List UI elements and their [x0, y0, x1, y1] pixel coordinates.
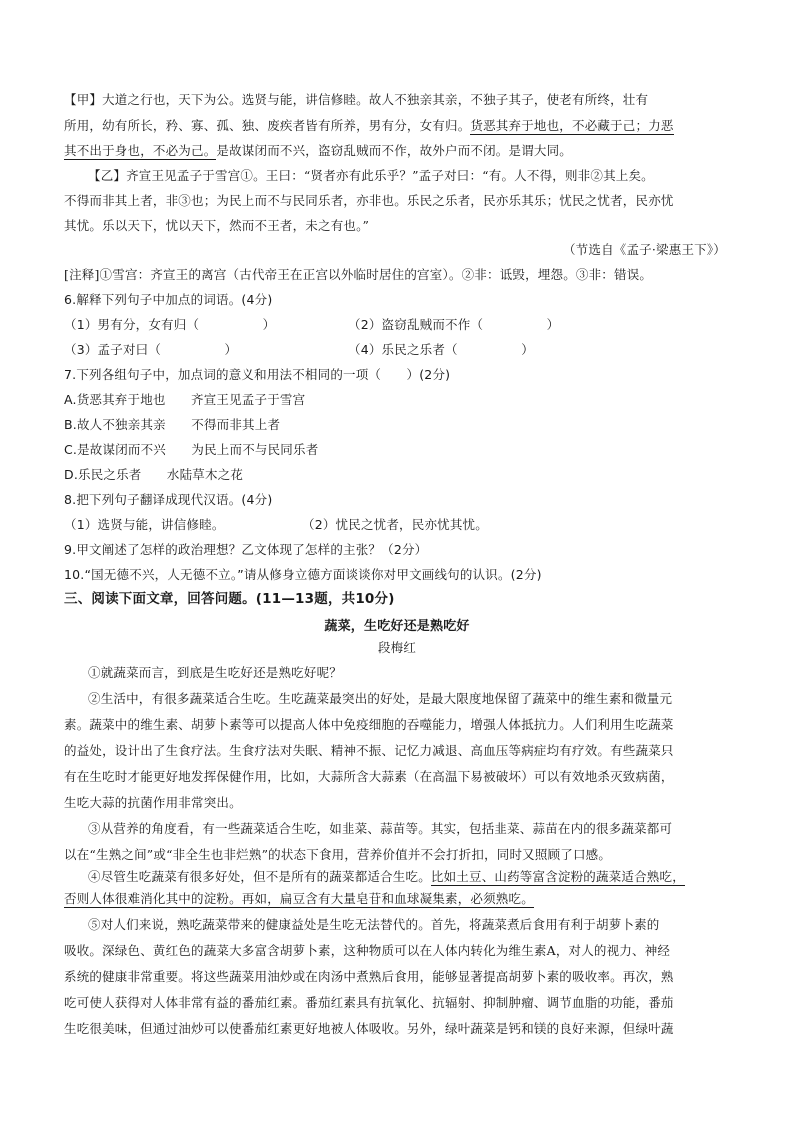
q7-option-b: B.故人不独亲其亲 不得而非其上者 [64, 417, 281, 432]
passage-yi-line-1: 【乙】齐宣王见孟子于雪宫①。王曰：“贤者亦有此乐乎？”孟子对曰：“有。人不得，则非②其上矣。 [88, 168, 654, 183]
q6-item-2: （2）盗窃乱贼而不作（ ） [348, 317, 560, 332]
q8-item-2: （2）忧民之忧者，民亦忧其忧。 [302, 517, 488, 532]
q8-item-1: （1）选贤与能，讲信修睦。 [64, 517, 225, 532]
q6-item-4: （4）乐民之乐者（ ） [348, 342, 534, 357]
passage-yi-line-2: 不得而非其上者，非③也；为民上而不与民同乐者，亦非也。乐民之乐者，民亦乐其乐；忧民之忧者，民亦忧 [64, 193, 674, 208]
question-10: 10.“国无德不兴，人无德不立。”请从修身立德方面谈谈你对甲文画线句的认识。(2分) [64, 567, 542, 582]
question-6: 6.解释下列句子中加点的词语。(4分) [64, 292, 273, 307]
question-9: 9.甲文阐述了怎样的政治理想？乙文体现了怎样的主张？（2分） [64, 542, 428, 557]
article-para-5-line-4: 吃可使人获得对人体非常有益的番茄红素。番茄红素具有抗氧化、抗辐射、抑制肿瘤、调节血脂的功能，番茄 [64, 995, 674, 1010]
article-para-2-line-1: ②生活中，有很多蔬菜适合生吃。生吃蔬菜最突出的好处，是最大限度地保留了蔬菜中的维生素和微量元 [88, 691, 673, 706]
q7-option-d: D.乐民之乐者 水陆草木之花 [64, 467, 244, 482]
passage-jia-line-2 [64, 120, 674, 133]
article-para-2-line-3: 的益处，设计出了生食疗法。生食疗法对失眠、精神不振、记忆力减退、高血压等病症均有疗效。有些蔬菜只 [64, 743, 674, 758]
question-7: 7.下列各组句子中，加点词的意义和用法不相同的一项（ ）(2分) [64, 367, 451, 382]
article-para-4-line-2 [64, 893, 534, 906]
underlined-sentence-cont: 其不出于身也，不必为己。 [64, 143, 217, 158]
passage-yi-line-3: 其忧。乐以天下，忧以天下，然而不王者，未之有也。” [64, 218, 370, 233]
article-para-3-line-1: ③从营养的角度看，有一些蔬菜适合生吃，如韭菜、蒜苗等。其实，包括韭菜、蒜苗在内的很多蔬菜都可 [88, 821, 673, 836]
q7-option-c: C.是故谋闭而不兴 为民上而不与民同乐者 [64, 442, 319, 457]
underlined-example: 比如土豆、山药等富含淀粉的蔬菜适合熟吃， [430, 869, 685, 884]
passage-jia-text: 所用，幼有所长，矜、寡、孤、独、废疾者皆有所养，男有分，女有归。 [64, 118, 471, 133]
article-para-5-line-2: 吸收。深绿色、黄红色的蔬菜大多富含胡萝卜素，这种物质可以在人体内转化为维生素A，对人的视力、神经 [64, 943, 671, 958]
underlined-example-cont: 否则人体很难消化其中的淀粉。再如，扁豆含有大量皂苷和血球凝集素，必须熟吃。 [64, 891, 534, 906]
article-para-2-line-4: 有在生吃时才能更好地发挥保健作用，比如，大蒜所含大蒜素（在高温下易被破坏）可以有效地杀灭致病菌， [64, 769, 674, 784]
q6-item-3: （3）孟子对曰（ ） [64, 342, 238, 357]
passage-jia-line-3 [64, 145, 572, 158]
passage-jia-text-end: 是故谋闭而不兴，盗窃乱贼而不作，故外户而不闭。是谓大同。 [216, 143, 573, 158]
article-para-1: ①就蔬菜而言，到底是生吃好还是熟吃好呢？ [88, 665, 343, 680]
article-author: 段梅红 [377, 640, 417, 655]
q6-item-1: （1）男有分，女有归（ ） [64, 317, 276, 332]
article-para-3-line-2: 以在“生熟之间”或“非全生也非烂熟”的状态下食用，营养价值并不会打折扣，同时又照顾了口感。 [64, 847, 612, 862]
article-para-4-line-1 [88, 871, 685, 884]
passage-jia-line-1: 【甲】大道之行也，天下为公。选贤与能，讲信修睦。故人不独亲其亲，不独子其子，使老有所终，壮有 [64, 92, 649, 107]
underlined-sentence: 货恶其弃于地也，不必藏于己；力恶 [470, 118, 674, 133]
article-para-2-line-2: 素。蔬菜中的维生素、胡萝卜素等可以提高人体中免疫细胞的吞噬能力，增强人体抵抗力。人们利用生吃蔬菜 [64, 717, 674, 732]
article-title: 蔬菜，生吃好还是熟吃好 [324, 619, 470, 634]
annotation: [注释]①雪宫：齐宣王的离宫（古代帝王在正宫以外临时居住的宫室）。②非：诋毁，埋怨。③非：错误。 [64, 267, 653, 282]
article-para-2-line-5: 生吃大蒜的抗菌作用非常突出。 [64, 795, 242, 810]
source-note: （节选自《孟子·梁惠王下》） [562, 242, 726, 257]
question-8: 8.把下列句子翻译成现代汉语。(4分) [64, 492, 273, 507]
q7-option-a: A.货恶其弃于地也 齐宣王见孟子于雪宫 [64, 392, 306, 407]
article-para-5-line-5: 生吃很美味，但通过油炒可以使番茄红素更好地被人体吸收。另外，绿叶蔬菜是钙和镁的良好来源，但绿叶蔬 [64, 1021, 674, 1036]
article-para-5-line-3: 系统的健康非常重要。将这些蔬菜用油炒或在肉汤中煮熟后食用，能够显著提高胡萝卜素的吸收率。再次，熟 [64, 969, 674, 984]
article-para-4-text: ④尽管生吃蔬菜有很多好处，但不是所有的蔬菜都适合生吃。 [88, 869, 431, 884]
article-para-5-line-1: ⑤对人们来说，熟吃蔬菜带来的健康益处是生吃无法替代的。首先，将蔬菜煮后食用有利于胡萝卜素的 [88, 917, 660, 932]
section-3-heading: 三、阅读下面文章，回答问题。(11—13题，共10分) [64, 591, 395, 607]
